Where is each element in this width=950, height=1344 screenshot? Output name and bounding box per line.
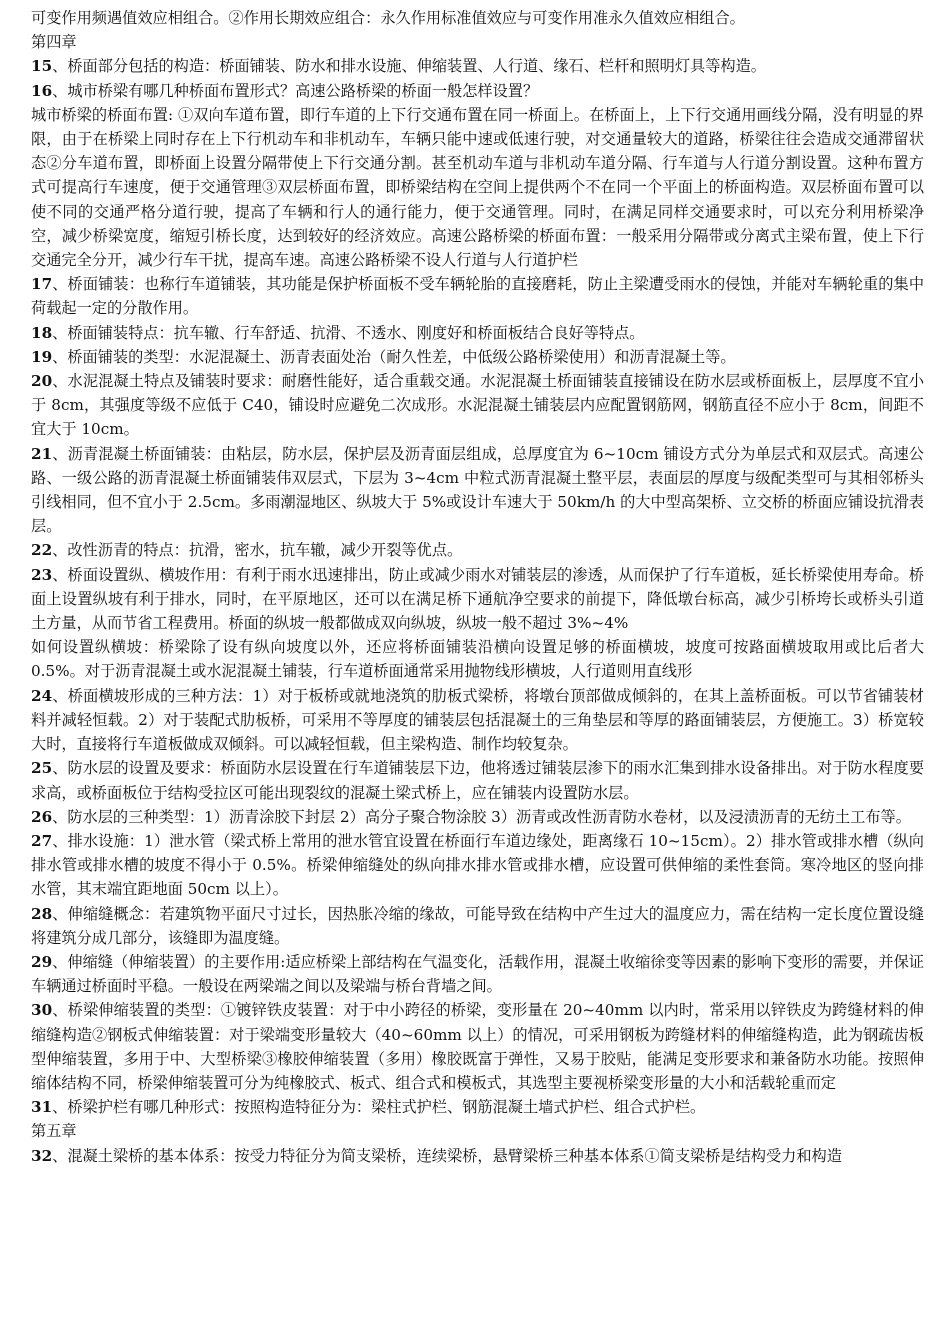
item-number: 30	[31, 1001, 53, 1020]
paragraph	[31, 103, 924, 272]
paragraph-text: 、桥梁伸缩装置的类型：①镀锌铁皮装置：对于中小跨径的桥梁，变形量在 20~40mm 以内时，常采用以锌铁皮为跨缝材料的伸缩缝构造②钢板式伸缩装置：对于梁端变形量较大（40~60mm 以上）的情况，可采用钢板为跨缝材料的伸缩缝构造，此为钢疏齿板型伸缩装置，多用于中、大型桥梁③橡胶伸缩装置（多用）橡胶既富于弹性，又易于胶贴，能满足变形要求和兼备防水功能。按照伸缩体结构不同，桥梁伸缩装置可分为纯橡胶式、板式、组合式和模板式，其选型主要视桥梁变形量的大小和活载轮重而定	[31, 1001, 924, 1092]
item-number: 26	[31, 807, 53, 826]
item-number: 25	[31, 759, 53, 778]
chapter-heading	[31, 30, 924, 54]
paragraph	[31, 442, 924, 539]
chapter-heading	[31, 1119, 924, 1143]
paragraph-text: 、防水层的三种类型：1）沥青涂胶下封层 2）高分子聚合物涂胶 3）沥青或改性沥青防水卷材，以及浸渍沥青的无纺土工布等。	[52, 807, 911, 826]
paragraph-text: 、桥面铺装特点：抗车辙、行车舒适、抗滑、不透水、刚度好和桥面板结合良好等特点。	[52, 323, 645, 342]
paragraph	[31, 54, 924, 78]
item-number: 32	[31, 1146, 53, 1165]
paragraph	[31, 805, 924, 829]
item-number: 18	[31, 323, 53, 342]
paragraph-text: 、桥面铺装的类型：水泥混凝土、沥青表面处治（耐久性差，中低级公路桥梁使用）和沥青混凝土等。	[52, 347, 736, 366]
paragraph	[31, 272, 924, 320]
paragraph-text: 、桥面铺装：也称行车道铺装，其功能是保护桥面板不受车辆轮胎的直接磨耗，防止主梁遭受雨水的侵蚀，并能对车辆轮重的集中荷载起一定的分散作用。	[31, 275, 924, 318]
paragraph	[31, 950, 924, 998]
paragraph-text: 、水泥混凝土特点及铺装时要求：耐磨性能好，适合重载交通。水泥混凝土桥面铺装直接铺设在防水层或桥面板上，层厚度不宜小于 8cm，其强度等级不应低于 C40，铺设时应避免二次成形。水泥混凝土铺装层内应配置钢筋网，钢筋直径不应小于 8cm，间距不宜大于 10cm。	[31, 372, 924, 439]
paragraph	[31, 998, 924, 1095]
item-number: 27	[31, 831, 53, 850]
paragraph-text: 、桥面横坡形成的三种方法：1）对于板桥或就地浇筑的肋板式梁桥，将墩台顶部做成倾斜的，在其上盖桥面板。可以节省铺装材料并减轻恒载。2）对于装配式肋板桥，可采用不等厚度的铺装层包括混凝土的三角垫层和等厚的路面铺装层，方便施工。3）桥宽较大时，直接将行车道板做成双倾斜。可以减轻恒载，但主梁构造、制作均较复杂。	[31, 686, 924, 754]
paragraph-text: 、城市桥梁有哪几种桥面布置形式？高速公路桥梁的桥面一般怎样设置？	[52, 81, 539, 100]
item-number: 23	[31, 565, 53, 584]
paragraph	[31, 321, 924, 345]
paragraph-text: 、沥青混凝土桥面铺装：由粘层，防水层，保护层及沥青面层组成，总厚度宜为 6~10cm 铺设方式分为单层式和双层式。高速公路、一级公路的沥青混凝土桥面铺装伟双层式，下层为 3~4cm 中粒式沥青混凝土整平层，表面层的厚度与级配类型可与其相邻桥头引线相同，但不宜小于 2.5cm。多雨潮湿地区、纵坡大于 5%或设计车速大于 50km/h 的大中型高架桥、立交桥的桥面应铺设抗滑表层。	[31, 444, 924, 536]
paragraph	[31, 684, 924, 757]
paragraph-text: 、伸缩缝（伸缩装置）的主要作用:适应桥梁上部结构在气温变化，活载作用，混凝土收缩徐变等因素的影响下变形的需要，并保证车辆通过桥面时平稳。一般设在两梁端之间以及梁端与桥台背墙之间。	[31, 952, 924, 996]
paragraph-text: 、混凝土梁桥的基本体系：按受力特征分为简支梁桥，连续梁桥，悬臂梁桥三种基本体系①简支梁桥是结构受力和构造	[52, 1146, 842, 1165]
paragraph-text: 如何设置纵横坡：桥梁除了设有纵向坡度以外，还应将桥面铺装沿横向设置足够的桥面横坡，坡度可按路面横坡取用或比后者大 0.5%。对于沥青混凝土或水泥混凝土铺装，行车道桥面通常采用抛物线形横坡，人行道则用直线形	[31, 638, 924, 681]
paragraph-text: 、排水设施：1）泄水管（梁式桥上常用的泄水管宜设置在桥面行车道边缘处，距离缘石 10~15cm）。2）排水管或排水槽（纵向排水管或排水槽的坡度不得小于 0.5%。桥梁伸缩缝处的纵向排水排水管或排水槽，应设置可供伸缩的柔性套筒。寒冷地区的竖向排水管，其末端宜距地面 50cm 以上）。	[31, 831, 924, 899]
paragraph-text: 城市桥梁的桥面布置: ①双向车道布置，即行车道的上下行交通布置在同一桥面上。在桥面上，上下行交通用画线分隔，没有明显的界限，由于在桥梁上同时存在上下行机动车和非机动车，车辆只能中速或低速行驶，对交通量较大的道路，桥梁往往会造成交通滞留状态②分车道布置，即桥面上设置分隔带使上下行交通分割。甚至机动车道与非机动车道分隔、行车道与人行道分割设置。这种布置方式可提高行车速度，便于交通管理③双层桥面布置，即桥梁结构在空间上提供两个不在同一个平面上的桥面构造。双层桥面布置可以使不同的交通严格分道行驶，提高了车辆和行人的通行能力，便于交通管理。同时，在满足同样交通要求时，可以充分利用桥梁净空，减少桥梁宽度，缩短引桥长度，达到较好的经济效应。高速公路桥梁的桥面布置：一般采用分隔带或分离式主梁布置，使上下行交通完全分开，减少行车干扰，提高车速。高速公路桥梁不设人行道与人行道护栏	[31, 105, 924, 270]
item-number: 24	[31, 686, 53, 705]
paragraph	[31, 538, 924, 562]
paragraph	[31, 1095, 924, 1119]
item-number: 31	[31, 1098, 53, 1117]
paragraph	[31, 829, 924, 902]
paragraph-text: 第五章	[31, 1122, 77, 1141]
paragraph-text: 、桥梁护栏有哪几种形式：按照构造特征分为：梁柱式护栏、钢筋混凝土墙式护栏、组合式护栏。	[52, 1098, 706, 1117]
item-number: 20	[31, 372, 53, 391]
item-number: 15	[31, 57, 53, 76]
item-number: 22	[31, 541, 53, 560]
item-number: 19	[31, 347, 53, 366]
paragraph	[31, 635, 924, 683]
item-number: 17	[31, 275, 53, 294]
item-number: 16	[31, 81, 53, 100]
paragraph-text: 可变作用频遇值效应相组合。②作用长期效应组合：永久作用标准值效应与可变作用准永久值效应相组合。	[31, 9, 745, 27]
paragraph-text: 、桥面部分包括的构造：桥面铺装、防水和排水设施、伸缩装置、人行道、缘石、栏杆和照明灯具等构造。	[52, 57, 766, 76]
paragraph	[31, 369, 924, 442]
paragraph	[31, 902, 924, 950]
paragraph	[31, 79, 924, 103]
paragraph-text: 、桥面设置纵、横坡作用：有利于雨水迅速排出，防止或减少雨水对铺装层的渗透，从而保护了行车道板，延长桥梁使用寿命。桥面上设置纵坡有利于排水，同时，在平原地区，还可以在满足桥下通航净空要求的前提下，降低墩台标高，减少引桥垮长或桥头引道土方量，从而节省工程费用。桥面的纵坡一般都做成双向纵坡，纵坡一般不超过 3%~4%	[31, 565, 924, 633]
paragraph	[31, 756, 924, 804]
paragraph	[31, 563, 924, 636]
paragraph	[31, 345, 924, 369]
paragraph-text: 第四章	[31, 33, 77, 52]
paragraph-text: 、防水层的设置及要求：桥面防水层设置在行车道铺装层下边，他将透过铺装层渗下的雨水汇集到排水设备排出。对于防水程度要求高，或桥面板位于结构受拉区可能出现裂纹的混凝土梁式桥上，应在铺装内设置防水层。	[31, 759, 924, 802]
item-number: 28	[31, 904, 53, 923]
item-number: 29	[31, 952, 53, 971]
paragraph-text: 、伸缩缝概念：若建筑物平面尺寸过长，因热胀冷缩的缘故，可能导致在结构中产生过大的温度应力，需在结构一定长度位置设缝将建筑分成几部分，该缝即为温度缝。	[31, 904, 924, 947]
paragraph	[31, 1144, 924, 1168]
paragraph	[31, 6, 924, 30]
paragraph-text: 、改性沥青的特点：抗滑，密水，抗车辙，减少开裂等优点。	[52, 541, 463, 560]
item-number: 21	[31, 444, 53, 463]
